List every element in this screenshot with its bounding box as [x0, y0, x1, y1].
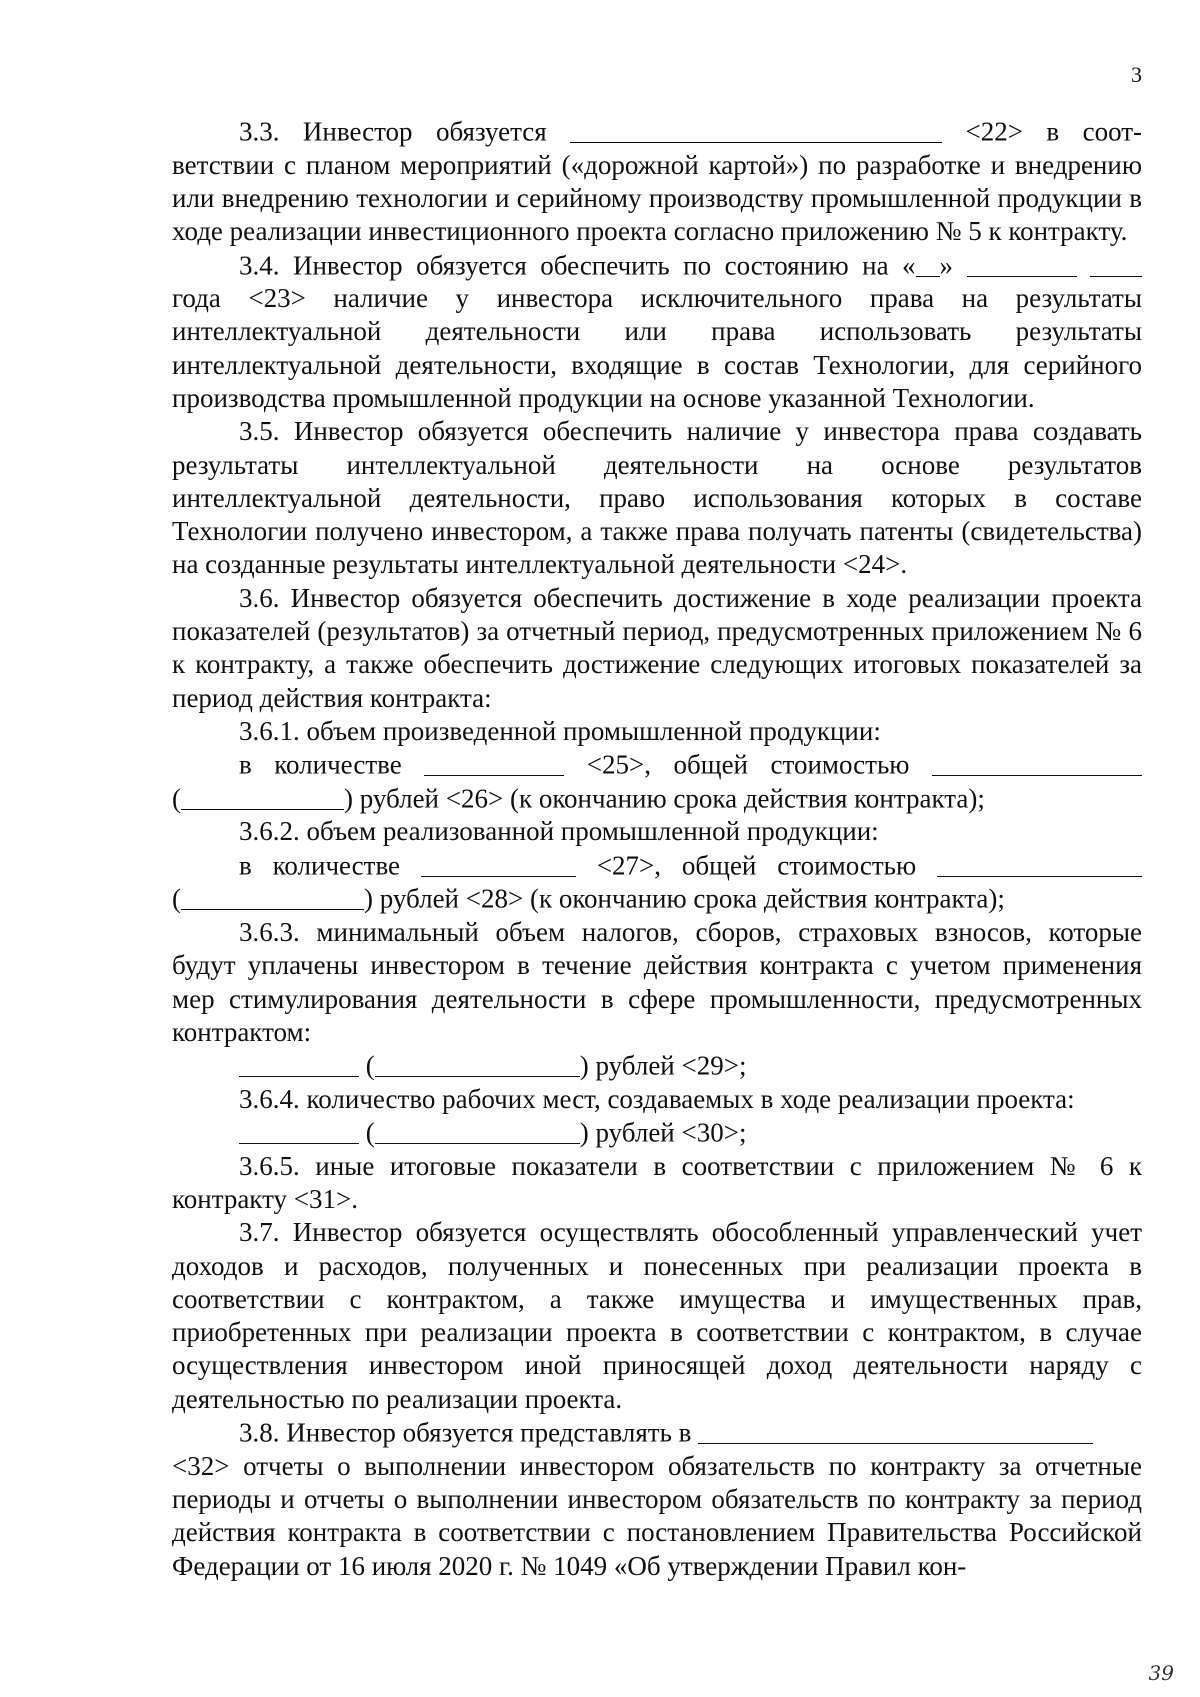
clause-3-6-3: 3.6.3. минимальный объем налогов, сборов, страховых взносов, которые будут уплачены инвестором в течение действия контракта с учетом применения мер стимулирования деятельности в сфере промышленности, предусмотренных контрактом:: [172, 917, 1142, 1047]
clause-3-7: 3.7. Инвестор обязуется осуществлять обособленный управленческий учет доходов и расходов, полученных и понесенных при реализации проекта в соответствии с контрактом, а также имущества и имущественных прав, приобретенных при реализации проекта в соответствии с контрактом, в случае осуществления инвестором иной приносящей доход деятельности наряду с деятельностью по реализации проекта.: [172, 1217, 1142, 1414]
page-number: 3: [1131, 62, 1142, 87]
rubles-blank: [181, 782, 344, 810]
paren-open: (: [365, 1050, 375, 1081]
document-body: [172, 115, 1142, 1583]
paren-open: (: [365, 1117, 375, 1148]
clause-3-6-2-quantity-line: [172, 849, 1142, 883]
clause-3-3-blank: [570, 115, 942, 143]
clause-3-4-quote: »: [939, 249, 954, 280]
clause-3-4-year-blank: [1090, 249, 1142, 277]
clause-3-3-lead: 3.3. Инвестор обязуется: [239, 116, 547, 147]
clause-3-8-lead: 3.8. Инвестор обязуется представлять в: [239, 1417, 692, 1448]
paren-open: (: [172, 883, 181, 914]
clause-3-8-first-line: [172, 1416, 1142, 1450]
clause-3-4-month-blank: [967, 249, 1077, 277]
clause-3-4-text: года <23> наличие у инвестора исключительного права на результаты интеллектуальной деятельности или права использовать результаты интеллектуальной деятельности, входящие в состав Технологии, для серийного производства промышленной продукции на основе указанной Технологии.: [172, 283, 1142, 413]
clause-3-3-text: ветствии с планом мероприятий («дорожной картой») по разработке и внедрению или внедрению технологии и серийному производству промышленной продукции в ходе реализации инвестиционного проекта согласно приложению № 5 к контракту.: [172, 149, 1142, 247]
quantity-blank: [421, 849, 576, 877]
rubles-blank: [181, 882, 364, 910]
amount-blank: [239, 1049, 359, 1077]
clause-3-6-1-rubles-line: [172, 782, 1142, 816]
rubles-text: ) рублей <26> (к окончанию срока действия контракта);: [344, 783, 985, 814]
amount-text: ) рублей <29>;: [579, 1050, 747, 1081]
cost-blank: [937, 849, 1142, 877]
clause-3-6-2-rubles-line: [172, 882, 1142, 916]
rubles-text: ) рублей <28> (к окончанию срока действия контракта);: [364, 883, 1005, 914]
clause-3-6-4-title: 3.6.4. количество рабочих мест, создаваемых в ходе реализации проекта:: [239, 1083, 1075, 1114]
clause-3-3-first-line: [172, 115, 1142, 149]
clause-3-6-4-amount-line: [172, 1116, 1142, 1150]
clause-3-6-2-title: 3.6.2. объем реализованной промышленной продукции:: [239, 816, 879, 847]
cost-blank: [932, 748, 1142, 776]
amount-blank: [239, 1116, 359, 1144]
clause-3-4-lead: 3.4. Инвестор обязуется обеспечить по состоянию на «: [239, 249, 916, 280]
handwritten-page-mark: 39: [1148, 1661, 1174, 1685]
clause-3-8-text: <32> отчеты о выполнении инвестором обязательств по контракту за отчетные периоды и отчеты о выполнении инвестором обязательств по контракту за период действия контракта в соответствии с постановлением Правительства Российской Федерации от 16 июля 2020 г. № 1049 «Об утверждении Правил кон-: [172, 1450, 1142, 1581]
amount-words-blank: [375, 1049, 580, 1077]
clause-3-6: 3.6. Инвестор обязуется обеспечить достижение в ходе реализации проекта показателей (результатов) за отчетный период, предусмотренных приложением № 6 к контракту, а также обеспечить достижение следующих итоговых показателей за период действия контракта:: [172, 582, 1142, 713]
quantity-label: в количестве: [239, 850, 401, 881]
clause-3-4-first-line: [172, 249, 1142, 283]
cost-label: <27>, общей стоимостью: [596, 850, 917, 881]
quantity-label: в количестве: [239, 749, 402, 780]
paren-open: (: [172, 783, 181, 814]
clause-3-6-5: 3.6.5. иные итоговые показатели в соответствии с приложением № 6 к контракту <31>.: [172, 1150, 1142, 1214]
clause-3-5: 3.5. Инвестор обязуется обеспечить наличие у инвестора права создавать результаты интеллектуальной деятельности на основе результатов интеллектуальной деятельности, право использования которых в составе Технологии получено инвестором, а также права получать патенты (свидетельства) на созданные результаты интеллектуальной деятельности <24>.: [172, 416, 1142, 580]
clause-3-6-1-title: 3.6.1. объем произведенной промышленной продукции:: [239, 715, 881, 746]
clause-3-8-blank: [698, 1416, 1093, 1444]
clause-3-6-1-quantity-line: [172, 748, 1142, 782]
clause-3-4-day-blank: [916, 249, 940, 277]
clause-3-3-note: <22> в соот-: [965, 116, 1143, 147]
amount-text: ) рублей <30>;: [579, 1117, 747, 1148]
cost-label: <25>, общей стоимостью: [586, 749, 910, 780]
amount-words-blank: [375, 1116, 580, 1144]
clause-3-6-3-amount-line: [172, 1049, 1142, 1083]
quantity-blank: [424, 748, 564, 776]
